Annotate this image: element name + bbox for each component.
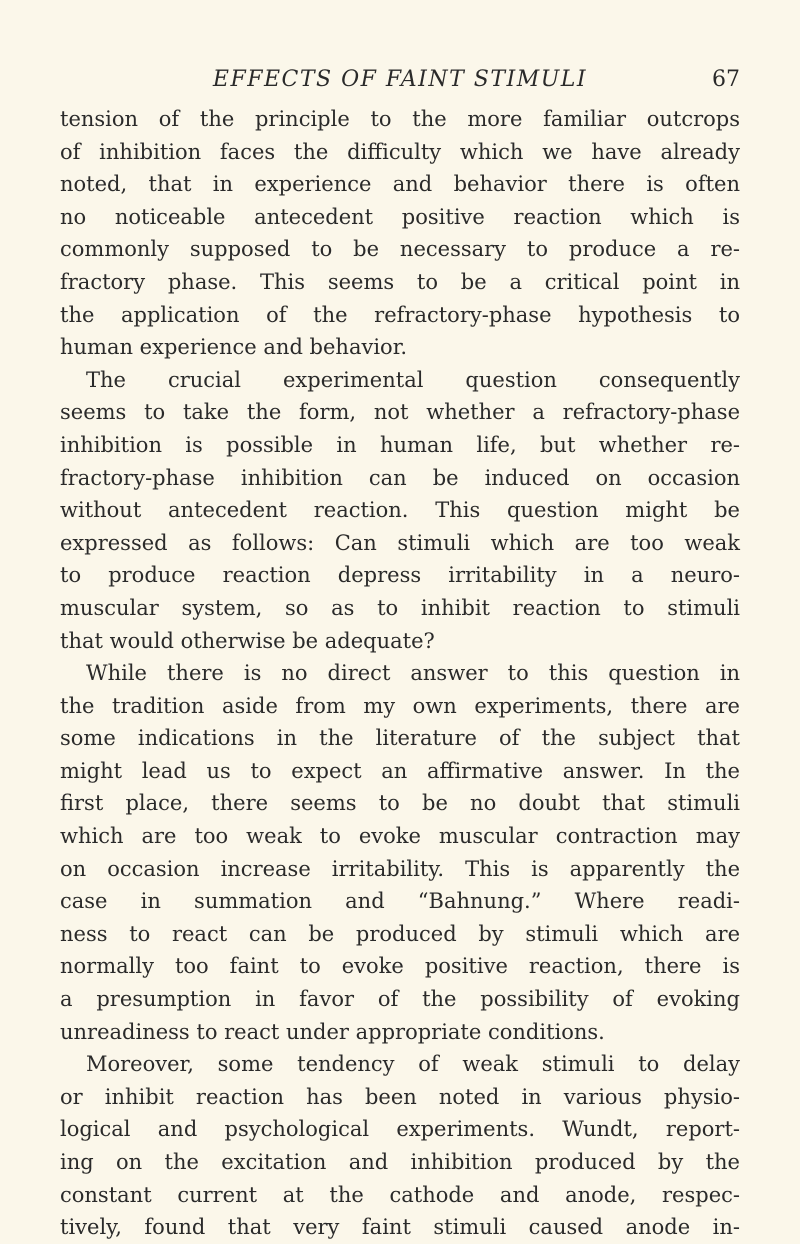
text-line: that would otherwise be adequate? [60, 628, 435, 653]
text-line: without antecedent reaction. This question might be [60, 498, 740, 523]
text-line: case in summation and “Bahnung.” Where readi- [60, 889, 740, 914]
text-line: commonly supposed to be necessary to produce a re- [60, 237, 740, 262]
text-line: the application of the refractory-phase hypothesis to [60, 302, 740, 327]
text-line: on occasion increase irritability. This is apparently the [60, 856, 740, 881]
text-line: no noticeable antecedent positive reaction which is [60, 204, 740, 229]
body-text [60, 103, 740, 1244]
text-line: to produce reaction depress irritability in a neuro- [60, 563, 740, 588]
text-line: inhibition is possible in human life, but whether re- [60, 432, 740, 457]
text-line: tively, found that very faint stimuli caused anode in- [60, 1215, 740, 1240]
running-head [60, 60, 740, 100]
text-line: the tradition aside from my own experiments, there are [60, 693, 740, 718]
text-line: ness to react can be produced by stimuli which are [60, 921, 740, 946]
page-number: 67 [712, 67, 740, 92]
text-line: constant current at the cathode and anode, respec- [60, 1182, 740, 1207]
text-line: fractory-phase inhibition can be induced on occasion [60, 465, 740, 490]
text-line: normally too faint to evoke positive reaction, there is [60, 954, 740, 979]
text-line: fractory phase. This seems to be a critical point in [60, 269, 740, 294]
text-line: noted, that in experience and behavior there is often [60, 172, 740, 197]
text-line: might lead us to expect an affirmative answer. In the [60, 758, 740, 783]
text-line: muscular system, so as to inhibit reaction to stimuli [60, 595, 740, 620]
text-line: While there is no direct answer to this question in [86, 661, 740, 686]
text-line: or inhibit reaction has been noted in various physio- [60, 1084, 740, 1109]
text-line: first place, there seems to be no doubt that stimuli [60, 791, 740, 816]
text-line: seems to take the form, not whether a refractory-phase [60, 400, 740, 425]
text-line: of inhibition faces the difficulty which we have already [60, 139, 740, 164]
text-line: human experience and behavior. [60, 335, 408, 360]
text-line: Moreover, some tendency of weak stimuli to delay [86, 1052, 740, 1077]
text-line: some indications in the literature of the subject that [60, 726, 740, 751]
text-line: ing on the excitation and inhibition produced by the [60, 1150, 740, 1174]
text-line: expressed as follows: Can stimuli which are too weak [60, 530, 740, 555]
text-line: tension of the principle to the more familiar outcrops [60, 107, 740, 131]
running-title: EFFECTS OF FAINT STIMULI [212, 67, 588, 92]
text-line: a presumption in favor of the possibility of evoking [60, 987, 740, 1012]
text-line: logical and psychological experiments. Wundt, report- [60, 1117, 740, 1142]
text-line: which are too weak to evoke muscular contraction may [60, 824, 740, 849]
text-line: unreadiness to react under appropriate conditions. [60, 1019, 605, 1044]
text-line: The crucial experimental question consequently [86, 367, 740, 392]
